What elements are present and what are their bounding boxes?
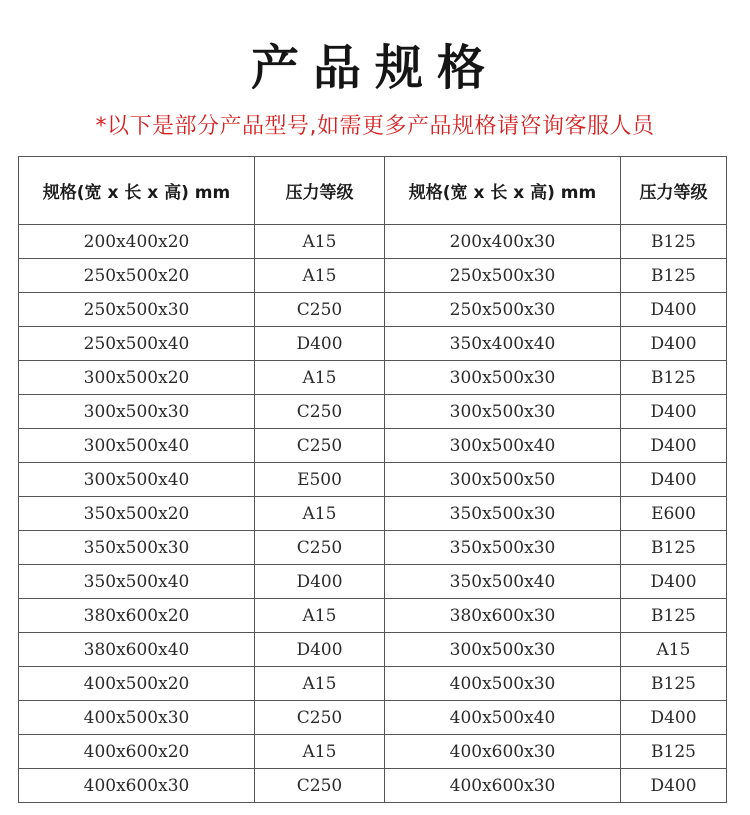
table-row xyxy=(19,531,727,565)
size-cell: 250x500x30 xyxy=(385,259,621,293)
size-cell: 250x500x30 xyxy=(385,293,621,327)
table-row xyxy=(19,701,727,735)
table-row xyxy=(19,361,727,395)
grade-cell: D400 xyxy=(621,429,727,463)
table-row xyxy=(19,293,727,327)
grade-cell: D400 xyxy=(621,769,727,803)
grade-cell: B125 xyxy=(621,361,727,395)
grade-cell: D400 xyxy=(255,327,385,361)
spec-table xyxy=(18,156,727,803)
size-cell: 350x500x30 xyxy=(385,531,621,565)
size-cell: 300x500x30 xyxy=(385,395,621,429)
size-cell: 350x500x40 xyxy=(385,565,621,599)
grade-cell: B125 xyxy=(621,259,727,293)
grade-cell: B125 xyxy=(621,599,727,633)
size-cell: 380x600x30 xyxy=(385,599,621,633)
grade-cell: C250 xyxy=(255,429,385,463)
grade-cell: D400 xyxy=(621,395,727,429)
size-cell: 400x500x30 xyxy=(19,701,255,735)
table-row xyxy=(19,259,727,293)
header-size: 规格(宽 x 长 x 高) mm xyxy=(19,157,255,225)
grade-cell: D400 xyxy=(621,701,727,735)
grade-cell: C250 xyxy=(255,395,385,429)
grade-cell: A15 xyxy=(621,633,727,667)
size-cell: 350x500x30 xyxy=(385,497,621,531)
size-cell: 300x500x40 xyxy=(19,429,255,463)
grade-cell: C250 xyxy=(255,701,385,735)
grade-cell: C250 xyxy=(255,293,385,327)
grade-cell: C250 xyxy=(255,531,385,565)
size-cell: 380x600x40 xyxy=(19,633,255,667)
grade-cell: D400 xyxy=(621,327,727,361)
grade-cell: B125 xyxy=(621,225,727,259)
table-row xyxy=(19,599,727,633)
spec-table-header xyxy=(19,157,727,225)
grade-cell: D400 xyxy=(621,463,727,497)
size-cell: 380x600x20 xyxy=(19,599,255,633)
size-cell: 350x500x40 xyxy=(19,565,255,599)
grade-cell: A15 xyxy=(255,667,385,701)
size-cell: 300x500x50 xyxy=(385,463,621,497)
grade-cell: A15 xyxy=(255,599,385,633)
size-cell: 300x500x30 xyxy=(19,395,255,429)
grade-cell: A15 xyxy=(255,225,385,259)
page-title: 产品规格 xyxy=(250,40,499,96)
grade-cell: E600 xyxy=(621,497,727,531)
table-row xyxy=(19,565,727,599)
size-cell: 250x500x30 xyxy=(19,293,255,327)
notice-text: *以下是部分产品型号,如需更多产品规格请咨询客服人员 xyxy=(95,114,655,139)
grade-cell: B125 xyxy=(621,667,727,701)
size-cell: 300x500x40 xyxy=(19,463,255,497)
size-cell: 400x500x30 xyxy=(385,667,621,701)
grade-cell: C250 xyxy=(255,769,385,803)
grade-cell: D400 xyxy=(621,565,727,599)
size-cell: 350x400x40 xyxy=(385,327,621,361)
grade-cell: D400 xyxy=(621,293,727,327)
size-cell: 400x500x40 xyxy=(385,701,621,735)
header-row xyxy=(19,157,727,225)
table-row xyxy=(19,429,727,463)
table-row xyxy=(19,463,727,497)
size-cell: 200x400x20 xyxy=(19,225,255,259)
table-row xyxy=(19,633,727,667)
size-cell: 300x500x30 xyxy=(385,633,621,667)
size-cell: 400x600x30 xyxy=(19,769,255,803)
size-cell: 400x500x20 xyxy=(19,667,255,701)
table-row xyxy=(19,769,727,803)
header-grade: 压力等级 xyxy=(255,157,385,225)
table-row xyxy=(19,735,727,769)
size-cell: 250x500x40 xyxy=(19,327,255,361)
size-cell: 400x600x30 xyxy=(385,735,621,769)
grade-cell: B125 xyxy=(621,531,727,565)
spec-table-body xyxy=(19,225,727,803)
table-row xyxy=(19,497,727,531)
grade-cell: D400 xyxy=(255,565,385,599)
size-cell: 300x500x40 xyxy=(385,429,621,463)
size-cell: 300x500x20 xyxy=(19,361,255,395)
grade-cell: A15 xyxy=(255,259,385,293)
table-row xyxy=(19,395,727,429)
size-cell: 300x500x30 xyxy=(385,361,621,395)
header-grade: 压力等级 xyxy=(621,157,727,225)
grade-cell: A15 xyxy=(255,497,385,531)
size-cell: 200x400x30 xyxy=(385,225,621,259)
grade-cell: B125 xyxy=(621,735,727,769)
grade-cell: A15 xyxy=(255,361,385,395)
size-cell: 350x500x30 xyxy=(19,531,255,565)
grade-cell: D400 xyxy=(255,633,385,667)
grade-cell: A15 xyxy=(255,735,385,769)
table-row xyxy=(19,327,727,361)
size-cell: 400x600x20 xyxy=(19,735,255,769)
size-cell: 250x500x20 xyxy=(19,259,255,293)
header-size: 规格(宽 x 长 x 高) mm xyxy=(385,157,621,225)
table-row xyxy=(19,667,727,701)
table-row xyxy=(19,225,727,259)
grade-cell: E500 xyxy=(255,463,385,497)
size-cell: 400x600x30 xyxy=(385,769,621,803)
size-cell: 350x500x20 xyxy=(19,497,255,531)
